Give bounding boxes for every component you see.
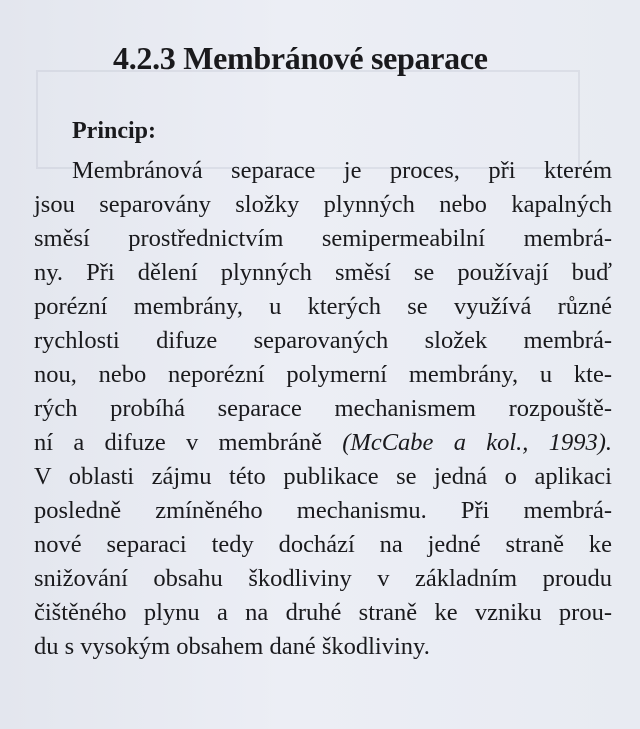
paragraph-line-text: ní a difuze v membráně [34,429,322,456]
section-subheading: Princip: [72,118,156,144]
paragraph-line: rých probíhá separace mechanismem rozpouště- [34,395,612,422]
paragraph-line: Membránová separace je proces, při kterém [72,157,612,184]
paragraph-line: V oblasti zájmu této publikace se jedná o aplikaci [34,463,612,490]
paragraph-line: jsou separovány složky plynných nebo kapalných [34,191,612,218]
paragraph-line: ny. Při dělení plynných směsí se používají buď [34,259,612,286]
section-heading: 4.2.3 Membránové separace [113,40,488,76]
paragraph-line: posledně zmíněného mechanismu. Při membrá- [34,497,612,524]
paragraph-line: porézní membrány, u kterých se využívá různé [34,293,612,320]
paragraph-line: rychlosti difuze separovaných složek membrá- [34,327,612,354]
paragraph-line: nové separaci tedy dochází na jedné straně ke [34,531,612,558]
citation: (McCabe a kol., 1993). [342,429,613,456]
paragraph-line: nou, nebo neporézní polymerní membrány, u kte- [34,361,612,388]
paragraph-line: snižování obsahu škodliviny v základním proudu [34,565,612,592]
paragraph-line-with-citation [34,426,612,460]
paragraph-line: du s vysokým obsahem dané škodliviny. [34,633,430,660]
paragraph-line: směsí prostřednictvím semipermeabilní membrá- [34,225,612,252]
paragraph-line: čištěného plynu a na druhé straně ke vzniku prou- [34,599,612,626]
